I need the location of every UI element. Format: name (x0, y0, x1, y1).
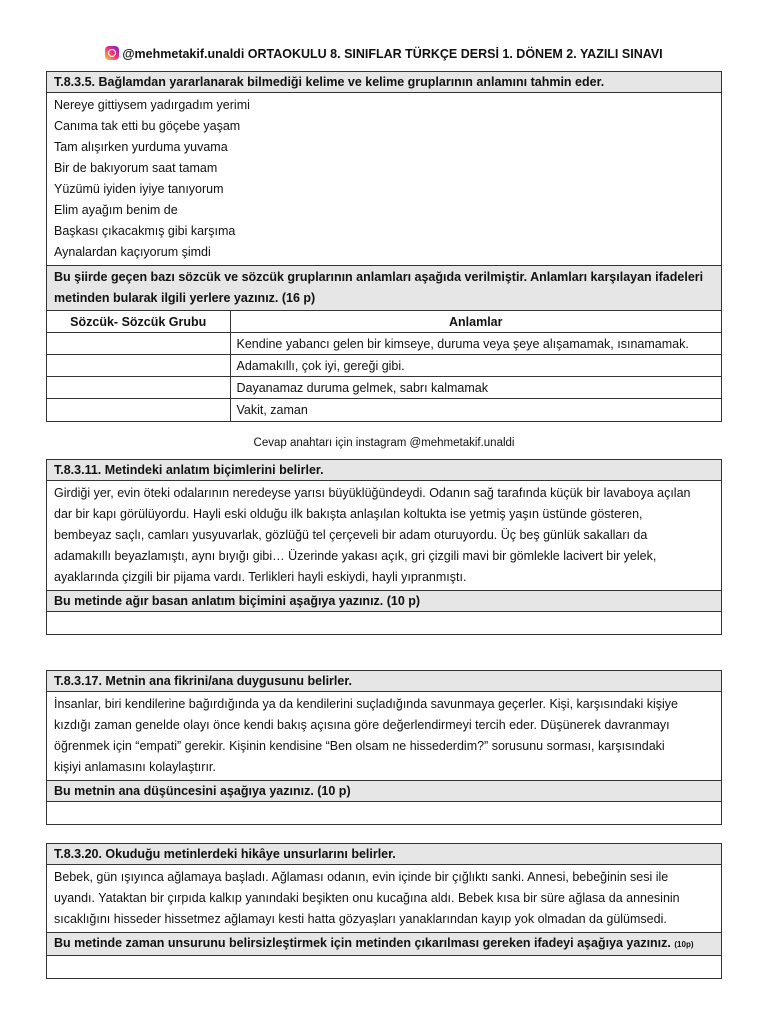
text-line: Bebek, gün ışıyınca ağlamaya başladı. Ağlaması odanın, evin içinde bir çığlıktı sanki. Annesi, bebeğinin sesi ile (54, 870, 669, 884)
poem-line: Canıma tak etti bu göçebe yaşam (54, 119, 241, 133)
exam-title: ORTAOKULU 8. SINIFLAR TÜRKÇE DERSİ 1. DÖNEM 2. YAZILI SINAVI (244, 47, 663, 61)
text-line: Girdiği yer, evin öteki odalarının neredeyse yarısı büyüklüğündeydi. Odanın sağ tarafında küçük bir lavaboya açılan (54, 486, 691, 500)
q3-instruction: Bu metnin ana düşüncesini aşağıya yazınız. (10 p) (47, 780, 721, 802)
poem-line: Elim ayağım benim de (54, 203, 178, 217)
poem-line: Başkası çıkacakmış gibi karşıma (54, 224, 236, 238)
q2-instruction: Bu metinde ağır basan anlatım biçimini aşağıya yazınız. (10 p) (47, 590, 721, 612)
page-title (0, 46, 768, 61)
q4-instruction: Bu metinde zaman unsurunu belirsizleştirmek için metinden çıkarılması gereken ifadeyi aşağıya yazınız. (54, 936, 671, 950)
text-line: kızdığı zaman genelde olayı önce kendi bakış açısına göre değerlendirmeyi tercih eder. Düşünerek davranmayı (54, 718, 670, 732)
text-line: dar bir kapı görülüyordu. Hayli eski olduğu ilk bakışta anlaşılan koltukta ise yetmiş yaşın üstünde gösteren, (54, 507, 643, 521)
question-1 (46, 71, 722, 422)
q3-text (47, 692, 721, 780)
q2-text (47, 481, 721, 590)
text-line: öğrenmek için “empati” gerekir. Kişinin kendisine “Ben olsam ne hissederdim?” sorusunu sorması, karşısındaki (54, 739, 665, 753)
q4-instruction-row (47, 932, 721, 956)
table-row (47, 399, 721, 421)
q1-objective: T.8.3.5. Bağlamdan yararlanarak bilmediği kelime ve kelime gruplarının anlamını tahmin eder. (47, 72, 721, 93)
q1-poem (47, 93, 721, 265)
answer-cell[interactable] (47, 333, 230, 355)
q3-objective: T.8.3.17. Metnin ana fikrini/ana duygusunu belirler. (47, 671, 721, 692)
text-line: bembeyaz saçlı, camları yusyuvarlak, gözlüğü tel çerçeveli bir adam oturuyordu. Üç beş günlük sakalları da (54, 528, 648, 542)
meaning-cell: Dayanamaz duruma gelmek, sabrı kalmamak (230, 377, 721, 399)
col-header-meaning: Anlamlar (230, 311, 721, 333)
text-line: kişiyi anlamasını kolaylaştırır. (54, 760, 216, 774)
q4-text (47, 865, 721, 932)
table-row (47, 333, 721, 355)
meanings-table (47, 310, 721, 421)
poem-line: Tam alışırken yurduma yuvama (54, 140, 228, 154)
poem-line: Yüzümü iyiden iyiye tanıyorum (54, 182, 224, 196)
table-row (47, 355, 721, 377)
table-row (47, 377, 721, 399)
question-2 (46, 459, 722, 635)
poem-line: Aynalardan kaçıyorum şimdi (54, 245, 211, 259)
meaning-cell: Kendine yabancı gelen bir kimseye, duruma veya şeye alışamamak, ısınamamak. (230, 333, 721, 355)
q4-answer-area[interactable] (47, 956, 721, 978)
col-header-word: Sözcük- Sözcük Grubu (47, 311, 230, 333)
text-line: ayaklarında çizgili bir pijama vardı. Terlikleri hayli eskiydi, hayli yıpranmıştı. (54, 570, 467, 584)
poem-line: Nereye gittiysem yadırgadım yerimi (54, 98, 250, 112)
text-line: İnsanlar, biri kendilerine bağırdığında ya da kendilerini suçladığında savunmaya geçerler. Kişi, karşısındaki kişiye (54, 697, 678, 711)
meaning-cell: Vakit, zaman (230, 399, 721, 421)
answer-cell[interactable] (47, 377, 230, 399)
poem-line: Bir de bakıyorum saat tamam (54, 161, 218, 175)
q2-answer-area[interactable] (47, 612, 721, 634)
text-line: uyandı. Yataktan bir çırpıda kalkıp yanındaki beşikten onu kucağına aldı. Bebek kısa bir süre ağlasa da annesinin (54, 891, 680, 905)
answer-cell[interactable] (47, 399, 230, 421)
question-4 (46, 843, 722, 979)
q4-objective: T.8.3.20. Okuduğu metinlerdeki hikâye unsurlarını belirler. (47, 844, 721, 865)
text-line: adamakıllı beyazlamıştı, aynı bıyığı gibi… Üzerinde yakası açık, gri çizgili mavi bir gömlekle lacivert bir yelek, (54, 549, 657, 563)
text-line: sıcaklığını hisseder hissetmez ağlamayı kesti hatta gözyaşları yanaklarından kayıp yok olmadan da gülümsedi. (54, 912, 667, 926)
answer-key-note: Cevap anahtarı için instagram @mehmetakif.unaldi (253, 437, 515, 449)
meaning-cell: Adamakıllı, çok iyi, gereği gibi. (230, 355, 721, 377)
question-3 (46, 670, 722, 825)
answer-cell[interactable] (47, 355, 230, 377)
q1-instruction: Bu şiirde geçen bazı sözcük ve sözcük gruplarının anlamları aşağıda verilmiştir. Anlamları karşılayan ifadeleri metinden bularak ilgili yerlere yazınız. (16 p) (47, 265, 721, 310)
instagram-handle: @mehmetakif.unaldi (122, 47, 245, 61)
q4-points: (10p) (674, 940, 694, 949)
instagram-icon (105, 46, 119, 60)
q2-objective: T.8.3.11. Metindeki anlatım biçimlerini belirler. (47, 460, 721, 481)
q3-answer-area[interactable] (47, 802, 721, 824)
